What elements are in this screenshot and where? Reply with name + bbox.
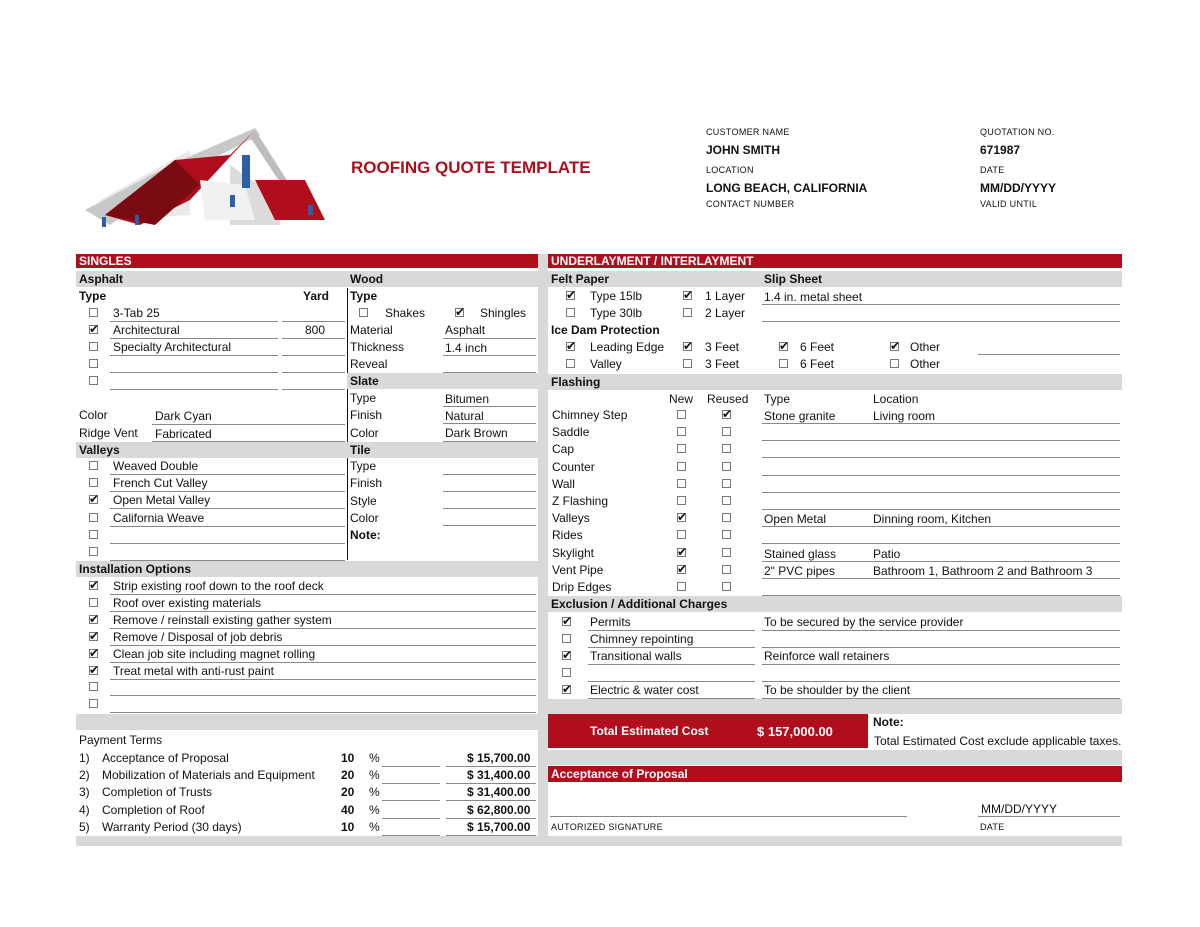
- flashing-item-label: Valleys: [552, 511, 590, 526]
- asphalt-type-label: Specialty Architectural: [113, 340, 232, 354]
- flashing-reused-9-checkbox[interactable]: [722, 565, 731, 574]
- ice-a-label: 3 Feet: [705, 340, 740, 354]
- valid-until-label: VALID UNTIL: [980, 199, 1038, 209]
- house-roof-icon: [80, 125, 335, 235]
- flashing-item-label: Counter: [552, 459, 595, 474]
- slate-color-value: Dark Brown: [445, 426, 508, 440]
- shingles-label: Shingles: [480, 306, 527, 320]
- flashing-reused-8-checkbox[interactable]: [722, 548, 731, 557]
- payment-percent: 10: [341, 751, 355, 765]
- tile-note-label: Note:: [350, 528, 381, 542]
- exclusion-label: Electric & water cost: [590, 683, 699, 697]
- exclusion-header: Exclusion / Additional Charges: [548, 596, 1122, 612]
- flashing-item-label: Z Flashing: [552, 494, 609, 508]
- tile-finish-label: Finish: [350, 476, 383, 490]
- asphalt-yard-value: 800: [305, 323, 326, 337]
- asphalt-type-2-checkbox[interactable]: [89, 342, 98, 351]
- shakes-label: Shakes: [385, 306, 426, 320]
- date-label: DATE: [980, 165, 1005, 175]
- date-value: MM/DD/YYYY: [980, 181, 1057, 195]
- valley-2-check-icon: ✔: [89, 492, 100, 507]
- felt-type-1-checkbox[interactable]: [566, 308, 575, 317]
- acceptance-date-label: DATE: [980, 822, 1005, 832]
- payment-percent: 20: [341, 768, 355, 783]
- contact-label: CONTACT NUMBER: [706, 199, 795, 209]
- exclusion-4-check-icon: ✔: [562, 682, 573, 696]
- ice-b-label: 6 Feet: [800, 357, 835, 371]
- location-label: LOCATION: [706, 165, 754, 175]
- ice-a-1-checkbox[interactable]: [683, 359, 692, 368]
- flashing-type-label: Type: [764, 392, 791, 406]
- valley-label: French Cut Valley: [113, 476, 208, 491]
- flashing-item-label: Drip Edges: [552, 580, 612, 594]
- felt-type-label: Type 30lb: [590, 306, 643, 320]
- payment-num: 5): [79, 819, 90, 834]
- felt-layer-label: 1 Layer: [705, 289, 746, 303]
- asphalt-wood-divider: [347, 288, 348, 560]
- yard-label: Yard: [303, 289, 330, 303]
- flashing-new-label: New: [669, 392, 694, 406]
- payment-percent-symbol: %: [369, 802, 380, 817]
- flashing-reused-4-checkbox[interactable]: [722, 479, 731, 488]
- slip-sheet-value: 1.4 in. metal sheet: [764, 290, 863, 304]
- flashing-new-0-checkbox[interactable]: [677, 410, 686, 419]
- exclusion-note: Reinforce wall retainers: [764, 649, 890, 663]
- asphalt-type-label: Architectural: [113, 323, 180, 337]
- flashing-reused-6-checkbox[interactable]: [722, 513, 731, 522]
- exclusion-label: Chimney repointing: [590, 632, 694, 646]
- ice-label: Leading Edge: [590, 340, 665, 354]
- total-box: [548, 714, 868, 748]
- material-value: Asphalt: [445, 323, 486, 337]
- flashing-item-type: Open Metal: [764, 512, 827, 527]
- flashing-reused-label: Reused: [707, 392, 749, 406]
- felt-paper-header: [548, 271, 1122, 287]
- payment-percent-symbol: %: [369, 819, 380, 834]
- ice-c-label: Other: [910, 340, 941, 354]
- valley-5-checkbox[interactable]: [89, 547, 98, 556]
- install-option-label: Treat metal with anti-rust paint: [113, 663, 274, 678]
- singles-header: SINGLES: [76, 254, 538, 268]
- valley-label: Weaved Double: [113, 459, 199, 473]
- tile-header: Tile: [347, 442, 538, 458]
- payment-percent-symbol: %: [369, 751, 380, 765]
- payment-terms-label: Payment Terms: [79, 733, 163, 747]
- material-label: Material: [350, 323, 393, 337]
- tile-type-label: Type: [350, 459, 377, 473]
- color-value: Dark Cyan: [155, 409, 212, 423]
- install-option-2-check-icon: ✔: [89, 611, 100, 626]
- install-option-1-checkbox[interactable]: [89, 598, 98, 607]
- installation-header: Installation Options: [76, 561, 538, 577]
- flashing-new-8-check-icon: ✔: [677, 544, 688, 559]
- signature-line[interactable]: [550, 816, 907, 817]
- ice-label: Valley: [590, 357, 622, 371]
- quotation-label: QUOTATION NO.: [980, 127, 1055, 137]
- bottom-bar: [76, 836, 1122, 846]
- slate-type-value: Bitumen: [445, 392, 490, 406]
- payment-label: Completion of Roof: [102, 802, 205, 817]
- wood-type-label: Type: [350, 289, 378, 303]
- flashing-reused-0-check-icon: ✔: [722, 407, 733, 421]
- valley-1-checkbox[interactable]: [89, 478, 98, 487]
- exclusion-label: Transitional walls: [590, 649, 682, 663]
- payment-amount: $ 15,700.00: [467, 819, 531, 834]
- total-value: $ 157,000.00: [757, 724, 833, 739]
- acceptance-spacer: [548, 750, 1122, 765]
- flashing-new-6-check-icon: ✔: [677, 510, 688, 525]
- install-option-4-check-icon: ✔: [89, 645, 100, 660]
- flashing-item-location: Living room: [873, 409, 936, 423]
- wood-header: Wood: [347, 271, 538, 287]
- payment-percent-symbol: %: [369, 768, 380, 783]
- flashing-item-label: Vent Pipe: [552, 562, 604, 577]
- payment-percent: 20: [341, 785, 355, 800]
- payment-label: Mobilization of Materials and Equipment: [102, 768, 315, 783]
- tile-color-label: Color: [350, 511, 379, 525]
- asphalt-header: Asphalt: [76, 271, 347, 287]
- exclusion-note: To be shoulder by the client: [764, 683, 911, 697]
- ice-c-label: Other: [910, 357, 941, 371]
- valley-0-checkbox[interactable]: [89, 461, 98, 470]
- slip-sheet-label: Slip Sheet: [764, 272, 823, 286]
- flashing-new-5-checkbox[interactable]: [677, 496, 686, 505]
- exclusion-1-checkbox[interactable]: [562, 634, 571, 643]
- ice-dam-label: Ice Dam Protection: [551, 323, 660, 337]
- thickness-value: 1.4 inch: [445, 341, 488, 355]
- install-option-label: Strip existing roof down to the roof deck: [113, 579, 324, 593]
- payment-num: 1): [79, 751, 90, 765]
- flashing-reused-2-checkbox[interactable]: [722, 444, 731, 453]
- payment-percent-symbol: %: [369, 785, 380, 800]
- payment-percent: 40: [341, 802, 355, 817]
- asphalt-type-4-checkbox[interactable]: [89, 376, 98, 385]
- install-option-label: Remove / reinstall existing gather system: [113, 612, 332, 627]
- payment-amount: $ 15,700.00: [467, 751, 531, 765]
- total-note-label: Note:: [873, 715, 904, 729]
- payment-amount: $ 31,400.00: [467, 785, 531, 800]
- ice-b-label: 6 Feet: [800, 340, 835, 354]
- divider-gray: [538, 254, 548, 846]
- install-option-label: Remove / Disposal of job debris: [113, 629, 283, 644]
- felt-layer-0-check-icon: ✔: [683, 288, 694, 302]
- payment-label: Completion of Trusts: [102, 785, 213, 800]
- page-title: ROOFING QUOTE TEMPLATE: [351, 158, 591, 177]
- payment-amount: $ 31,400.00: [467, 768, 531, 783]
- tile-style-label: Style: [350, 494, 377, 508]
- ice-b-1-checkbox[interactable]: [779, 359, 788, 368]
- flashing-new-4-checkbox[interactable]: [677, 479, 686, 488]
- exclusion-2-check-icon: ✔: [562, 648, 573, 662]
- valley-3-checkbox[interactable]: [89, 513, 98, 522]
- type-label: Type: [79, 289, 107, 303]
- payment-num: 2): [79, 768, 90, 783]
- flashing-reused-7-checkbox[interactable]: [722, 530, 731, 539]
- underlayment-header: UNDERLAYMENT / INTERLAYMENT: [548, 254, 1122, 268]
- ice-b-0-check-icon: ✔: [779, 339, 790, 353]
- acceptance-date-value: MM/DD/YYYY: [981, 802, 1058, 816]
- valleys-header: Valleys: [76, 442, 347, 458]
- felt-layer-label: 2 Layer: [705, 306, 746, 320]
- flashing-reused-5-checkbox[interactable]: [722, 496, 731, 505]
- customer-name-value: JOHN SMITH: [706, 143, 781, 157]
- flashing-new-10-checkbox[interactable]: [677, 582, 686, 591]
- felt-type-0-check-icon: ✔: [566, 288, 577, 302]
- total-note: Total Estimated Cost exclude applicable taxes.: [874, 734, 1122, 748]
- install-option-label: Clean job site including magnet rolling: [113, 646, 316, 661]
- quotation-value: 671987: [980, 143, 1021, 157]
- slate-finish-label: Finish: [350, 408, 383, 422]
- thickness-label: Thickness: [350, 340, 405, 354]
- slate-color-label: Color: [350, 426, 379, 440]
- location-value: LONG BEACH, CALIFORNIA: [706, 181, 868, 195]
- customer-name-label: CUSTOMER NAME: [706, 127, 790, 137]
- exclusion-note: To be secured by the service provider: [764, 615, 964, 629]
- flashing-item-label: Skylight: [552, 545, 595, 560]
- flashing-new-3-checkbox[interactable]: [677, 462, 686, 471]
- total-spacer: [548, 699, 1122, 714]
- install-option-7-checkbox[interactable]: [89, 699, 98, 708]
- flashing-item-type: 2" PVC pipes: [764, 563, 835, 578]
- install-option-5-check-icon: ✔: [89, 662, 100, 677]
- payment-num: 4): [79, 802, 90, 817]
- felt-paper-label: Felt Paper: [551, 272, 610, 286]
- flashing-reused-3-checkbox[interactable]: [722, 462, 731, 471]
- felt-layer-1-checkbox[interactable]: [683, 308, 692, 317]
- reveal-label: Reveal: [350, 357, 388, 371]
- signature-label: AUTORIZED SIGNATURE: [551, 822, 663, 832]
- flashing-item-location: Patio: [873, 546, 901, 561]
- slate-finish-value: Natural: [445, 409, 484, 423]
- payment-label: Warranty Period (30 days): [102, 819, 242, 834]
- flashing-item-label: Cap: [552, 442, 575, 457]
- ice-a-0-check-icon: ✔: [683, 339, 694, 353]
- exclusion-0-check-icon: ✔: [562, 614, 573, 628]
- flashing-new-7-checkbox[interactable]: [677, 530, 686, 539]
- flashing-reused-10-checkbox[interactable]: [722, 582, 731, 591]
- payment-label: Acceptance of Proposal: [102, 751, 229, 765]
- flashing-header: Flashing: [548, 374, 1122, 390]
- color-label: Color: [79, 408, 108, 422]
- install-option-label: Roof over existing materials: [113, 595, 262, 610]
- slate-header: Slate: [347, 373, 538, 389]
- flashing-item-label: Chimney Step: [552, 408, 628, 422]
- payment-num: 3): [79, 785, 90, 800]
- flashing-item-label: Wall: [552, 476, 575, 491]
- exclusion-3-checkbox[interactable]: [562, 668, 571, 677]
- ice-c-0-check-icon: ✔: [890, 339, 901, 353]
- payment-percent: 10: [341, 819, 355, 834]
- asphalt-type-3-checkbox[interactable]: [89, 359, 98, 368]
- install-option-0-check-icon: ✔: [89, 578, 100, 592]
- flashing-item-location: Dinning room, Kitchen: [873, 512, 992, 527]
- asphalt-type-1-check-icon: ✔: [89, 322, 100, 336]
- valley-label: Open Metal Valley: [113, 493, 211, 508]
- total-label: Total Estimated Cost: [590, 724, 709, 738]
- exclusion-label: Permits: [590, 615, 631, 629]
- payment-amount: $ 62,800.00: [467, 802, 531, 817]
- flashing-new-9-check-icon: ✔: [677, 561, 688, 576]
- felt-type-label: Type 15lb: [590, 289, 643, 303]
- ice-0-check-icon: ✔: [566, 339, 577, 353]
- acceptance-header: Acceptance of Proposal: [548, 766, 1122, 782]
- valley-4-checkbox[interactable]: [89, 530, 98, 539]
- flashing-reused-1-checkbox[interactable]: [722, 427, 731, 436]
- ice-c-1-checkbox[interactable]: [890, 359, 899, 368]
- slate-type-label: Type: [350, 391, 377, 405]
- valley-label: California Weave: [113, 510, 205, 525]
- ice-a-label: 3 Feet: [705, 357, 740, 371]
- shakes-checkbox[interactable]: [359, 308, 368, 317]
- flashing-item-location: Bathroom 1, Bathroom 2 and Bathroom 3: [873, 563, 1093, 578]
- payment-spacer: [76, 714, 538, 730]
- flashing-item-label: Saddle: [552, 425, 590, 440]
- flashing-new-1-checkbox[interactable]: [677, 427, 686, 436]
- flashing-item-type: Stained glass: [764, 546, 837, 561]
- flashing-item-label: Rides: [552, 528, 583, 543]
- ridge-label: Ridge Vent: [79, 426, 138, 440]
- install-option-6-checkbox[interactable]: [89, 682, 98, 691]
- shingles-check-icon: ✔: [455, 305, 466, 319]
- flashing-new-2-checkbox[interactable]: [677, 444, 686, 453]
- asphalt-type-0-checkbox[interactable]: [89, 308, 98, 317]
- install-option-3-check-icon: ✔: [89, 628, 100, 643]
- ice-1-checkbox[interactable]: [566, 359, 575, 368]
- asphalt-type-label: 3-Tab 25: [113, 306, 160, 320]
- ridge-value: Fabricated: [155, 427, 212, 441]
- flashing-item-type: Stone granite: [764, 409, 836, 423]
- flashing-location-label: Location: [873, 392, 919, 406]
